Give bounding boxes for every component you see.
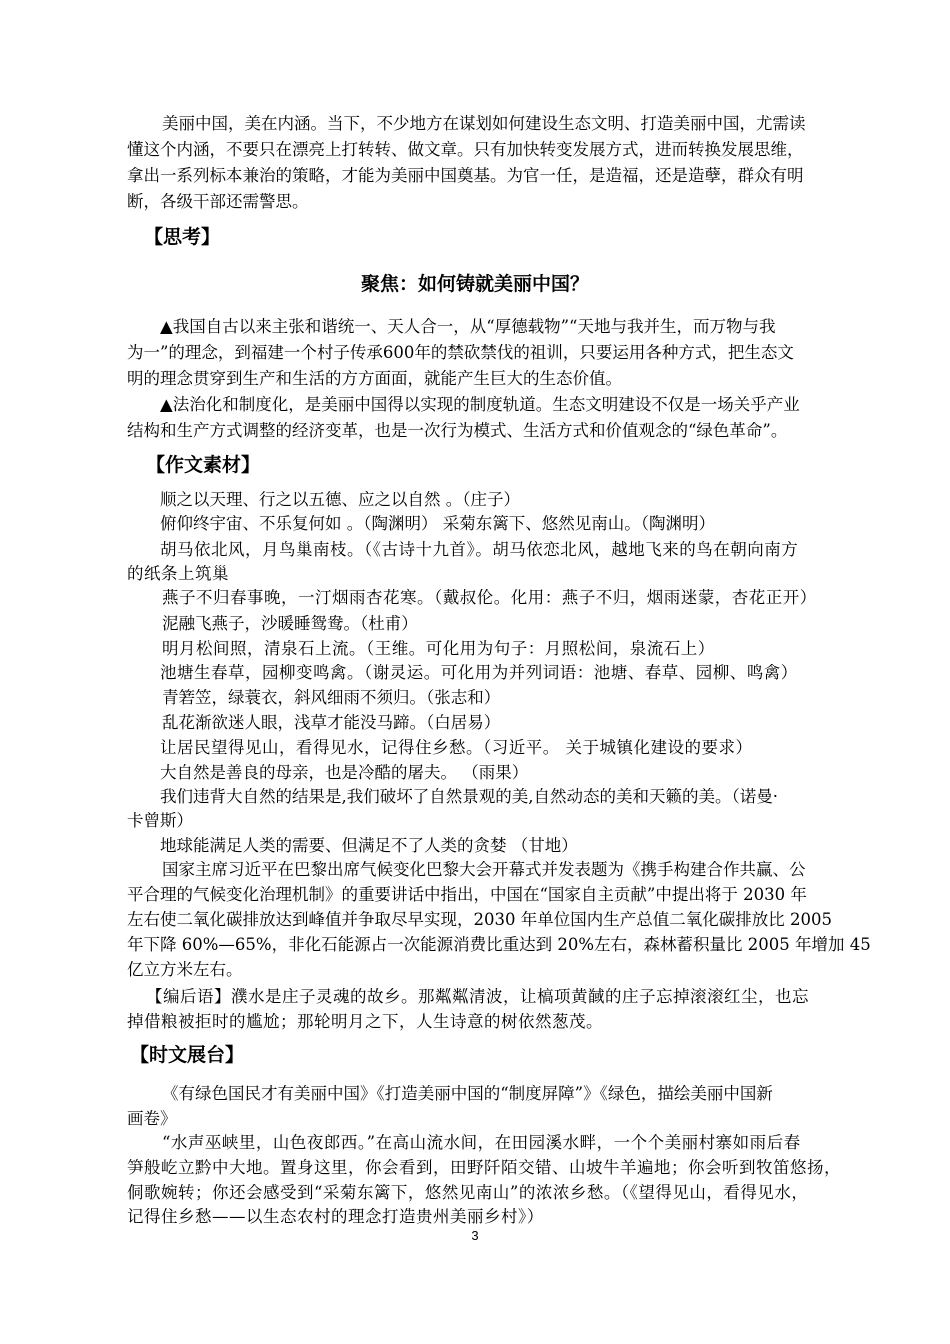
section-heading-current: 【时文展台】	[130, 1044, 245, 1066]
intro-line: 美丽中国，美在内涵。当下，不少地方在谋划如何建设生态文明、打造美丽中国，尤需读	[162, 114, 806, 133]
material-line: 让居民望得见山，看得见水，记得住乡愁。（习近平。 关于城镇化建设的要求）	[160, 738, 753, 757]
material-line: 大自然是善良的母亲，也是冷酷的屠夫。 （雨果）	[160, 763, 529, 782]
material-line: 平合理的气候变化治理机制》的重要讲话中指出，中国在“国家自主贡献”中提出将于 2030 年	[127, 885, 807, 904]
think-paragraph-line: ▲我国自古以来主张和谐统一、天人合一，从“厚德载物”“天地与我并生，而万物与我	[160, 317, 776, 336]
material-line: 泥融飞燕子，沙暖睡鸳鸯。（杜甫）	[162, 614, 418, 633]
intro-line: 懂这个内涵，不要只在漂亮上打转转、做文章。只有加快转变发展方式，进而转换发展思维，	[127, 140, 804, 159]
think-paragraph-line: 为一”的理念，到福建一个村子传承600年的禁砍禁伐的祖训，只要运用各种方式，把生态文	[127, 343, 794, 362]
material-line: 顺之以天理、行之以五德、应之以自然 。（庄子）	[160, 490, 520, 509]
current-line: 笋般屹立黔中大地。置身这里，你会看到，田野阡陌交错、山坡牛羊遍地；你会听到牧笛悠扬，	[127, 1158, 841, 1177]
material-line: 国家主席习近平在巴黎出席气候变化巴黎大会开幕式并发表题为《携手构建合作共赢、公	[162, 860, 806, 879]
material-line: 亿立方米左右。	[127, 960, 243, 979]
material-line: 池塘生春草，园柳变鸣禽。（谢灵运。可化用为并列词语：池塘、春草、园柳、鸣禽）	[160, 663, 798, 682]
intro-line: 拿出一系列标本兼治的策略，才能为美丽中国奠基。为官一任，是造福，还是造孽，群众有明	[127, 166, 804, 185]
think-paragraph-line: ▲法治化和制度化，是美丽中国得以实现的制度轨道。生态文明建设不仅是一场关乎产业	[160, 395, 800, 414]
current-line: “水声巫峡里，山色夜郎西。”在高山流水间，在田园溪水畔，一个个美丽村寨如雨后春	[162, 1133, 801, 1152]
page-number: 3	[471, 1228, 479, 1243]
editor-note-line: 掉借粮被拒时的尴尬；那轮明月之下，人生诗意的树依然葱茂。	[127, 1012, 603, 1031]
section-heading-material: 【作文素材】	[146, 454, 261, 476]
material-line: 俯仰终宇宙、不乐复何如 。（陶渊明） 采菊东篱下、悠然见南山。（陶渊明）	[160, 514, 715, 533]
material-line: 卡曾斯）	[127, 811, 193, 830]
intro-line: 断，各级干部还需警思。	[127, 192, 309, 211]
material-line: 年下降 60%—65%，非化石能源占一次能源消费比重达到 20%左右，森林蓄积量比 2005 年增加 45	[127, 935, 871, 954]
current-line: 侗歌婉转；你还会感受到“采菊东篱下，悠然见南山”的浓浓乡愁。（《望得见山，看得见水，	[127, 1183, 809, 1202]
material-line: 的纸条上筑巢	[127, 564, 229, 583]
material-line: 乱花渐欲迷人眼，浅草才能没马蹄。（白居易）	[162, 713, 501, 732]
material-line: 左右使二氧化碳排放达到峰值并争取尽早实现，2030 年单位国内生产总值二氧化碳排放比 2005	[127, 910, 832, 929]
material-line: 我们违背大自然的结果是,我们破坏了自然景观的美,自然动态的美和天籁的美。（诺曼·	[160, 787, 778, 806]
focus-title: 聚焦：如何铸就美丽中国？	[360, 273, 589, 295]
section-heading-think: 【思考】	[144, 226, 221, 248]
editor-note-line: 【编后语】濮水是庄子灵魂的故乡。那粼粼清波，让槁项黄馘的庄子忘掉滚滚红尘，也忘	[146, 987, 809, 1006]
material-line: 青箬笠，绿蓑衣，斜风细雨不须归。（张志和）	[162, 688, 501, 707]
think-paragraph-line: 明的理念贯穿到生产和生活的方方面面，就能产生巨大的生态价值。	[127, 369, 622, 388]
material-line: 胡马依北风，月鸟巢南枝。（《古诗十九首》。胡马依恋北风，越地飞来的鸟在朝向南方	[160, 540, 799, 559]
current-line: 《有绿色国民才有美丽中国》《打造美丽中国的“制度屏障”》《绿色，描绘美丽中国新	[162, 1084, 773, 1103]
current-line: 记得住乡愁——以生态农村的理念打造贵州美丽乡村》）	[127, 1207, 544, 1226]
material-line: 明月松间照，清泉石上流。（王维。可化用为句子：月照松间，泉流石上）	[162, 639, 715, 658]
material-line: 燕子不归春事晚，一汀烟雨杏花寒。（戴叔伦。化用：燕子不归，烟雨迷蒙，杏花正开）	[162, 588, 817, 607]
material-line: 地球能满足人类的需要、但满足不了人类的贪婪 （甘地）	[160, 836, 578, 855]
think-paragraph-line: 结构和生产方式调整的经济变革，也是一次行为模式、生活方式和价值观念的“绿色革命”。	[127, 421, 788, 440]
current-line: 画卷》	[127, 1109, 177, 1128]
